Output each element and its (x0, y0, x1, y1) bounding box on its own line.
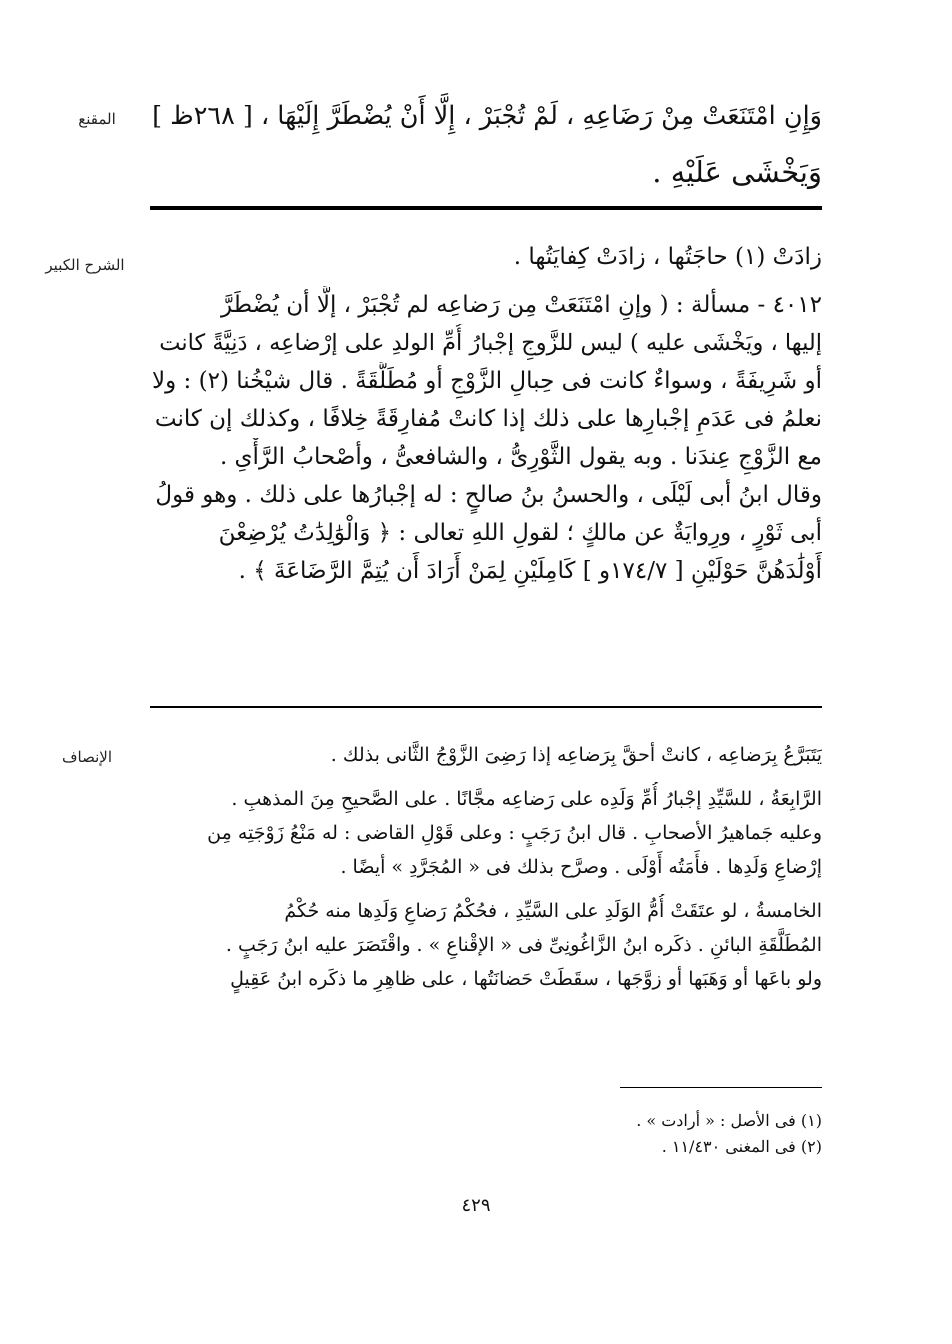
insaf-line: الرَّابِعَةُ ، للسَّيِّدِ إجْبارُ أُمِّ وَلَدِه على رَضاعِه مجَّانًا . على الصَّحيحِ مِنَ المذهبِ . (231, 788, 822, 810)
sharh-line: ٤٠١٢ - مسألة : ( وإنِ امْتَنَعَتْ مِن رَضاعِه لم تُجْبَرْ ، إلَّا أن يُضْطَرَّ (221, 292, 822, 318)
sharh-line: مع الزَّوْجِ عِندَنا . وبه يقول الثَّوْرِىُّ ، والشافعىُّ ، وأصْحابُ الرَّأْىِ . (219, 444, 822, 470)
sharh-text (150, 238, 822, 590)
muqni-line: وَيَخْشَى عَلَيْهِ . (652, 155, 822, 189)
section-label-insaf: الإنصاف (61, 748, 113, 766)
insaf-text (150, 738, 822, 996)
footnote-divider (620, 1087, 822, 1088)
sharh-line: أَوْلَٰدَهُنَّ حَوْلَيْنِ [ ١٧٤/٧و ] كَامِلَيْنِ لِمَنْ أَرَادَ أَن يُتِمَّ الرَّضَاعَةَ ﴾ . (238, 558, 822, 584)
section-divider-thick (150, 206, 822, 210)
insaf-line: إرْضاعِ وَلَدِها . فأَمَتُه أَوْلَى . وصرَّح بذلك فى « المُجَرَّدِ » أيضًا . (340, 856, 822, 878)
sharh-line: نعلمُ فى عَدَمِ إجْبارِها على ذلك إذا كانتْ مُفارِقَةً خِلافًا ، وكذلك إن كانت (154, 406, 822, 432)
sharh-line: زادَتْ (١) حاجَتُها ، زادَتْ كِفايَتُها . (513, 244, 822, 270)
muqni-text (150, 88, 822, 200)
muqni-line: وَإِنِ امْتَنَعَتْ مِنْ رَضَاعِهِ ، لَمْ تُجْبَرْ ، إِلَّا أَنْ يُضْطَرَّ إِلَيْهَا ، [ ٢٦٨ظ ] (152, 101, 822, 131)
page-number: ٤٢٩ (461, 1195, 491, 1216)
insaf-line: المُطَلَّقَةِ البائنِ . ذكَره ابنُ الزَّاغُونِىِّ فى « الإقْناعِ » . واقْتَصَرَ عليه ابنُ رَجَبٍ . (225, 934, 822, 956)
sharh-line: إليها ، ويَخْشَى عليه ) ليس للزَّوجِ إجْبارُ أُمِّ الولدِ على إرْضاعِه ، دَنِيَّةً كانت (159, 330, 822, 356)
sharh-line: وقال ابنُ أبى لَيْلَى ، والحسنُ بنُ صالحٍ : له إجْبارُها على ذلك . وهو قولُ (155, 482, 822, 508)
section-label-sharh: الشرح الكبير (45, 256, 125, 274)
section-divider (150, 706, 822, 708)
footnotes (150, 1108, 822, 1160)
insaf-line: يَتَبَرَّعُ بِرَضاعِه ، كانتْ أحقَّ بِرَضاعِه إذا رَضِىَ الزَّوْجُ الثَّانى بذلك . (330, 744, 822, 766)
footnote: (١) فى الأصل : « أرادت » . (636, 1111, 822, 1130)
insaf-line: الخامسةُ ، لو عتَقَتْ أُمُّ الوَلَدِ على السَّيِّدِ ، فحُكْمُ رَضاعِ وَلَدِها منه حُكْمُ (284, 900, 822, 922)
sharh-line: أو شَرِيفَةً ، وسواءٌ كانت فى حِبالِ الزَّوْجِ أو مُطَلَّقَةً . قال شيْخُنا (٢) : ولا (152, 368, 822, 394)
footnote: (٢) فى المغنى ١١/٤٣٠ . (661, 1137, 822, 1156)
insaf-line: وعليه جَماهيرُ الأصحابِ . قال ابنُ رَجَبٍ : وعلى قَوْلِ القاضى : له مَنْعُ زَوْجَتِه مِن (207, 822, 822, 844)
insaf-line: ولو باعَها أو وَهَبَها أو زوَّجَها ، سقَطَتْ حَضانَتُها ، على ظاهِرِ ما ذكَره ابنُ عَقِيلٍ (230, 968, 822, 990)
section-label-muqni: المقنع (78, 110, 116, 128)
sharh-line: أبى ثَوْرٍ ، ورِوايَةٌ عن مالكٍ ؛ لقولِ اللهِ تعالى : ﴿ وَالْوَٰلِدَٰتُ يُرْضِعْنَ (218, 520, 822, 546)
